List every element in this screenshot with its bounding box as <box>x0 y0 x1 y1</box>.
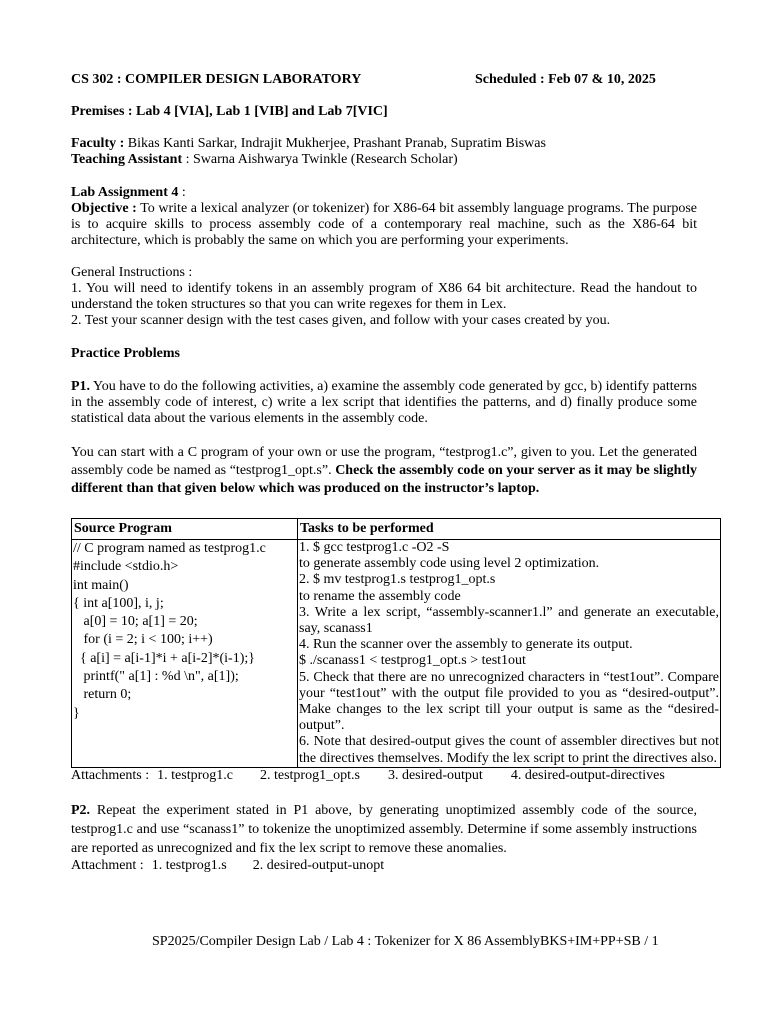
p1-label: P1. <box>71 379 91 394</box>
source-line: int main() <box>73 577 129 593</box>
attachments-label: Attachments : <box>71 767 150 783</box>
col-source-header: Source Program <box>72 519 298 540</box>
general-item-1: 1. You will need to identify tokens in an assembly program of X86 64 bit architecture. Read the handout to understand the token structures so that you can write regexes for them in Lex. <box>71 281 697 312</box>
source-line: a[0] = 10; a[1] = 20; <box>73 614 198 630</box>
assignment-title: Lab Assignment 4 <box>71 185 179 200</box>
p1-start-bold: Check the assembly code on your server as it may be slightly different than that given below which was produced on the instructor’s laptop. <box>71 463 698 496</box>
task-line: to generate assembly code using level 2 optimization. <box>299 556 600 572</box>
attachments-p2 <box>71 858 697 874</box>
p2-paragraph <box>71 801 697 858</box>
tasks-cell <box>298 540 721 768</box>
p1-paragraph <box>71 379 697 427</box>
task-line: $ ./scanass1 < testprog1_opt.s > test1out <box>299 653 526 669</box>
practice-title: Practice Problems <box>71 346 180 361</box>
p1-text: You have to do the following activities, a) examine the assembly code generated by gcc, b) identify patterns in the assembly code of interest, c) write a lex script that identifies the patterns, and d) finally produce some statistical data about the various elements in the assembly code. <box>71 379 697 426</box>
premises: Premises : Lab 4 [VIA], Lab 1 [VIB] and Lab 7[VIC] <box>71 104 388 119</box>
objective-paragraph <box>71 201 697 249</box>
task-line: 4. Run the scanner over the assembly to generate its output. <box>299 637 633 653</box>
faculty-line <box>71 136 697 152</box>
document-page <box>71 70 719 874</box>
general-instructions <box>71 265 697 329</box>
p2-label: P2. <box>71 802 91 818</box>
ta-value: : Swarna Aishwarya Twinkle (Research Scholar) <box>182 152 458 167</box>
source-program-cell <box>72 540 298 768</box>
task-line: to rename the assembly code <box>299 588 461 604</box>
attachments-p1 <box>71 768 697 784</box>
page-footer: SP2025/Compiler Design Lab / Lab 4 : Tokenizer for X 86 AssemblyBKS+IM+PP+SB / 1 <box>152 934 659 949</box>
attachment-item: 2. desired-output-unopt <box>252 857 385 873</box>
objective-label: Objective : <box>71 201 137 216</box>
task-line: 2. $ mv testprog1.s testprog1_opt.s <box>299 572 496 588</box>
assignment-colon: : <box>178 185 186 200</box>
general-title: General Instructions : <box>71 265 193 280</box>
source-line: for (i = 2; i < 100; i++) <box>73 632 213 648</box>
assignment-block <box>71 185 697 249</box>
attachment-item: 2. testprog1_opt.s <box>259 767 360 783</box>
task-line: 6. Note that desired-output gives the count of assembler directives but not the directives themselves. Modify the lex script to print the directives also. <box>299 734 719 766</box>
source-line: return 0; <box>73 687 132 703</box>
ta-label: Teaching Assistant <box>71 152 183 167</box>
task-line: 1. $ gcc testprog1.c -O2 -S <box>299 540 450 555</box>
p2-text: Repeat the experiment stated in P1 above, by generating unoptimized assembly code of the source, testprog1.c and use “scanass1” to tokenize the unoptimized assembly. Determine if some assembly instructions are reported as unrecognized and fix the lex script to remove these anomalies. <box>71 802 697 856</box>
attachment-item: 3. desired-output <box>387 767 483 783</box>
faculty-block <box>71 136 697 168</box>
tasks-table <box>71 518 721 768</box>
schedule-date: Scheduled : Feb 07 & 10, 2025 <box>475 72 656 87</box>
faculty-label: Faculty : <box>71 136 125 151</box>
objective-text: To write a lexical analyzer (or tokenizer) for X86-64 bit assembly language programs. The purpose is to acquire skills to process assembly code of a contemporary real machine, such as the X86-64 bit architecture, which is probably the same on which you are performing your experiments. <box>71 201 697 248</box>
source-line: printf(" a[1] : %d \n", a[1]); <box>73 669 239 685</box>
attachment-item: 4. desired-output-directives <box>510 767 665 783</box>
source-line: { int a[100], i, j; <box>73 595 164 611</box>
attachments-label: Attachment : <box>71 857 144 873</box>
p1-start-text: You can start with a C program of your own or use the program, “testprog1.c”, given to you. Let the generated assembly code be named as “testprog1_opt.s”. <box>71 445 697 478</box>
ta-line <box>71 152 697 168</box>
course-title: CS 302 : COMPILER DESIGN LABORATORY <box>71 72 362 87</box>
col-tasks-header: Tasks to be performed <box>298 519 721 540</box>
p1-start-paragraph <box>71 444 697 498</box>
task-line: 3. Write a lex script, “assembly-scanner1.l” and generate an executable, say, scanass1 <box>299 604 719 637</box>
table-row <box>72 540 721 768</box>
source-line: // C program named as testprog1.c <box>73 541 266 556</box>
attachment-item: 1. testprog1.c <box>157 767 233 783</box>
attachment-item: 1. testprog1.s <box>151 857 227 873</box>
assignment-title-line <box>71 185 697 201</box>
general-item-2: 2. Test your scanner design with the test cases given, and follow with your cases created by you. <box>71 313 611 328</box>
source-line: { a[i] = a[i-1]*i + a[i-2]*(i-1);} <box>73 650 255 666</box>
header-row <box>71 70 697 88</box>
source-line: } <box>73 705 80 721</box>
task-line: 5. Check that there are no unrecognized characters in “test1out”. Compare your “test1out” with the output file provided to you as “desired-output”. Make changes to the lex script till your output is same as the “desired-output”. <box>299 669 719 734</box>
table-header-row <box>72 519 721 540</box>
faculty-names: Bikas Kanti Sarkar, Indrajit Mukherjee, Prashant Pranab, Supratim Biswas <box>124 136 546 151</box>
source-line: #include <stdio.h> <box>73 559 179 575</box>
